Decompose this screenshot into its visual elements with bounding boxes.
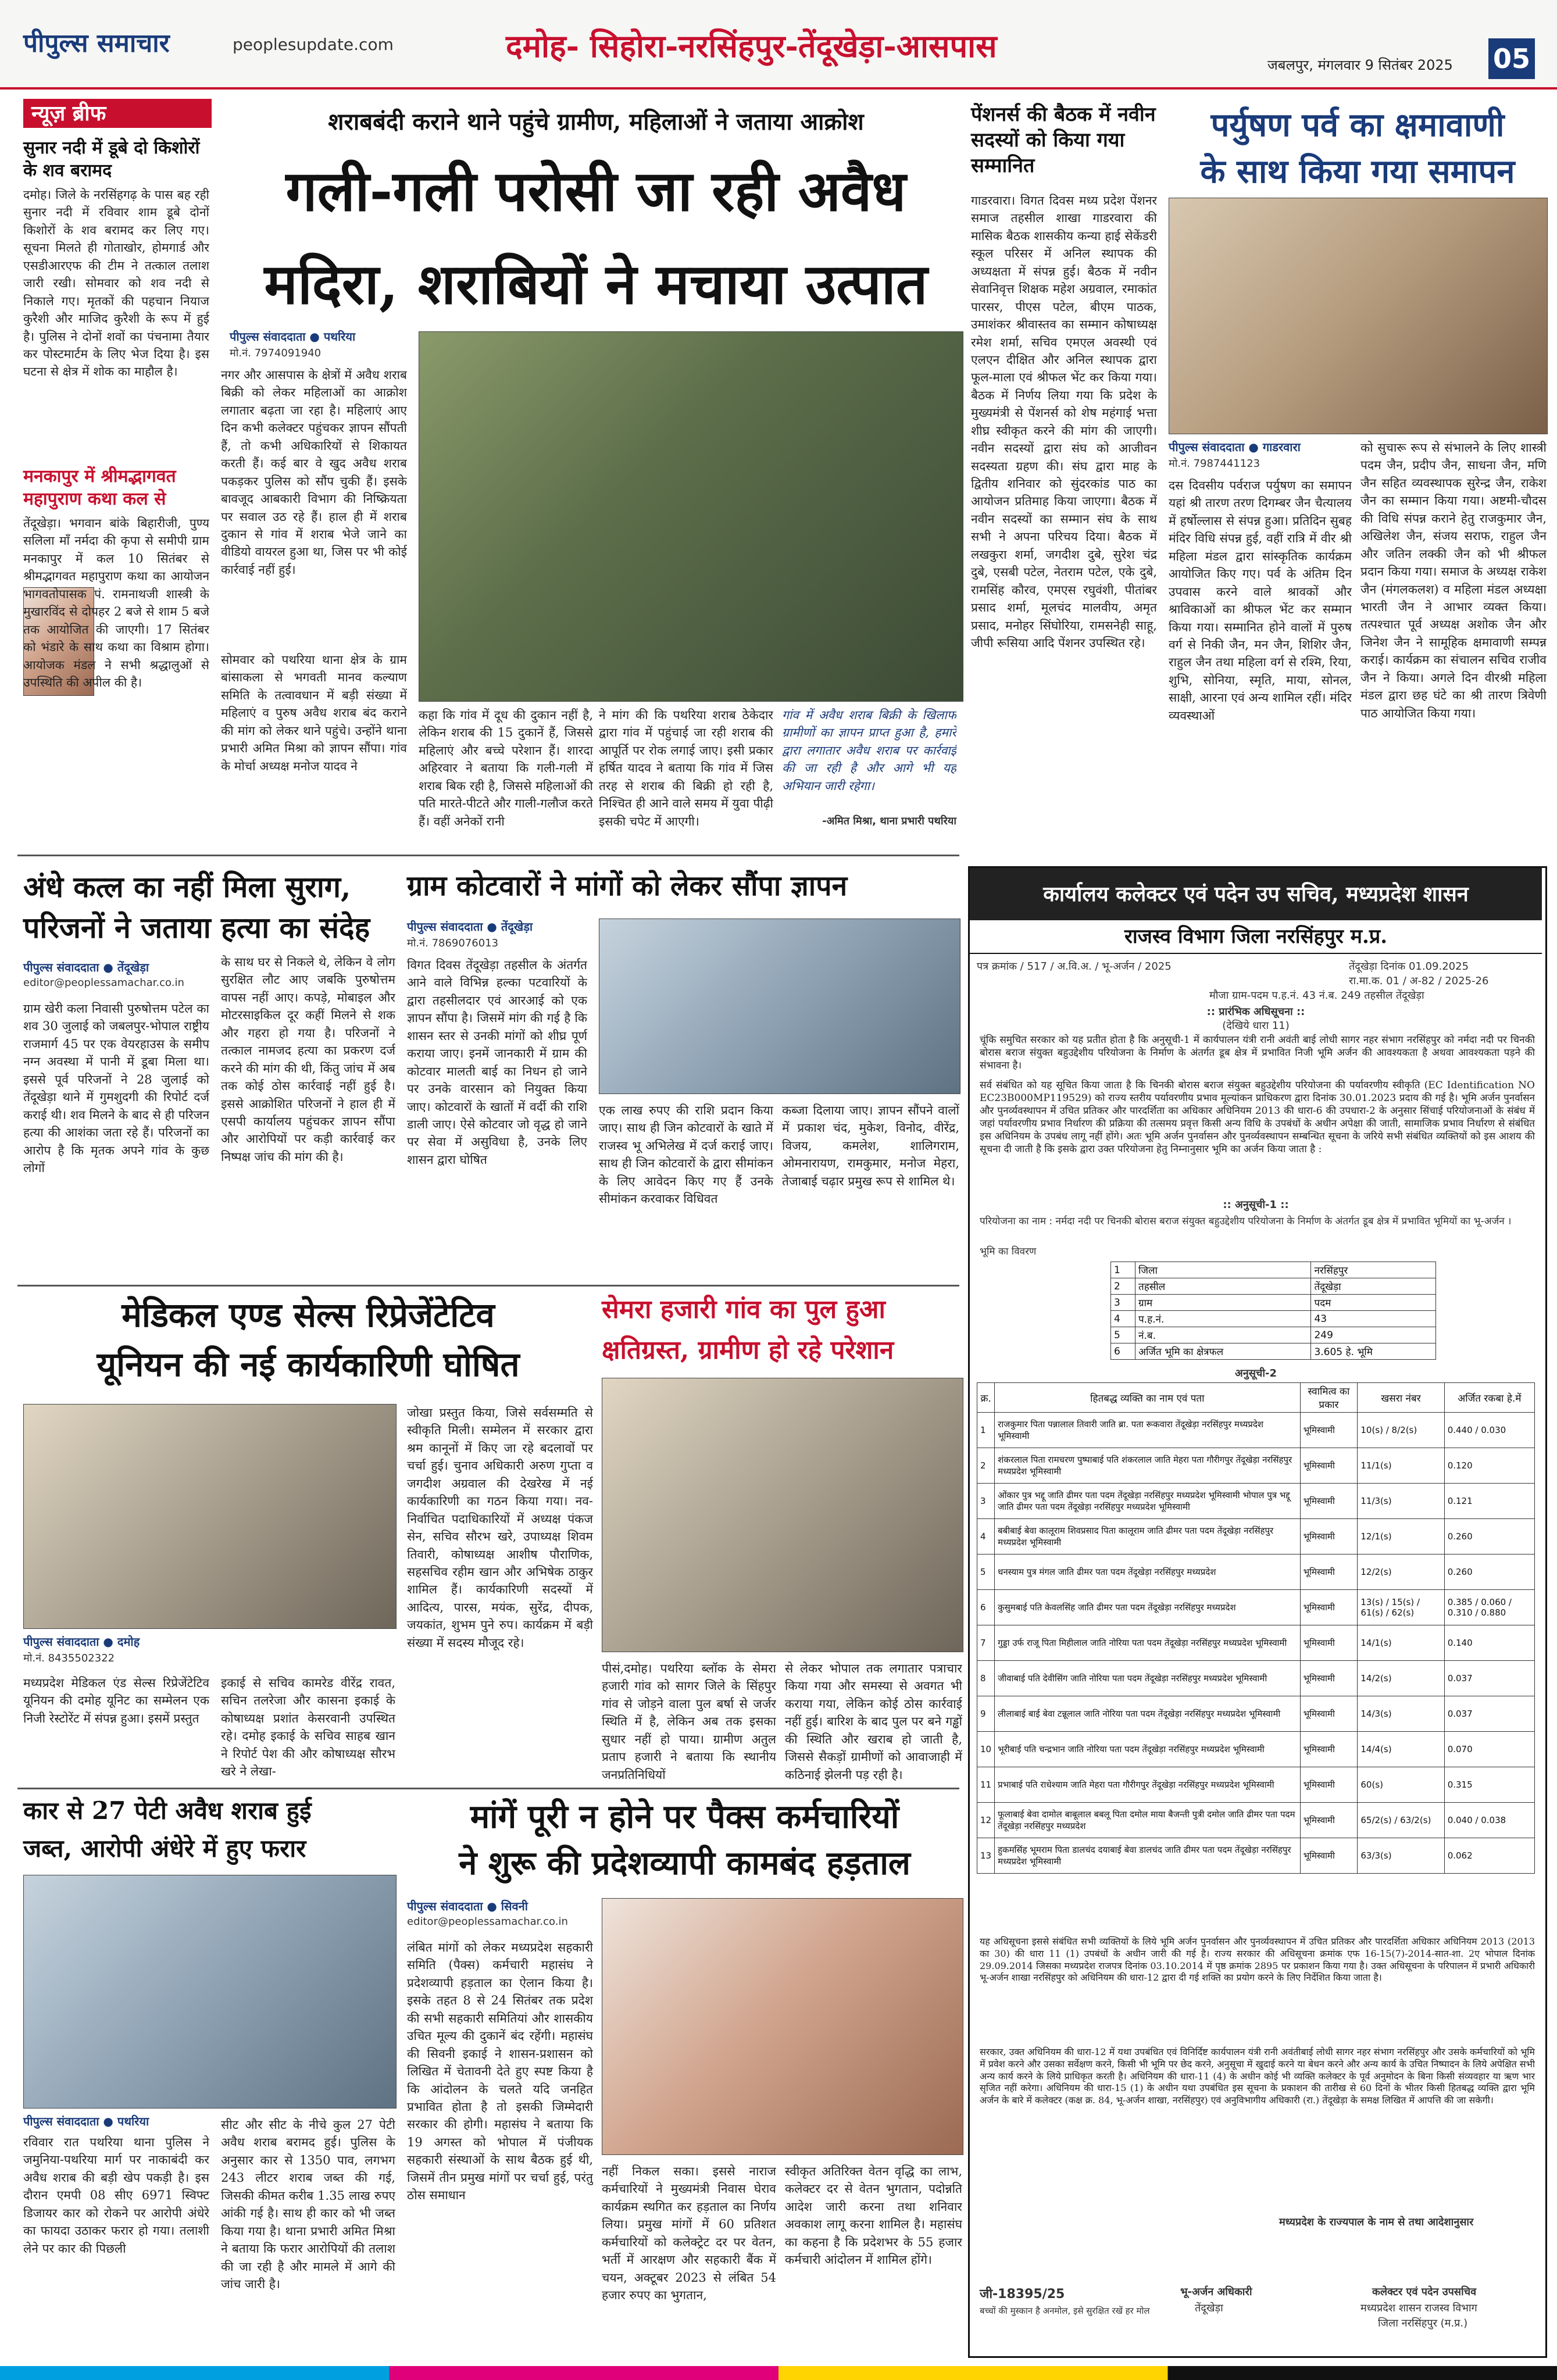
kotwar-col-1: विगत दिवस तेंदूखेड़ा तहसील के अंतर्गत आने वाले विभिन्न हल्का पटवारियों के द्वारा तहसीलदार एवं आरआई को एक ज्ञापन सौंपा है। जिसमें मांग की गई है कि शासन स्तर से उनकी मांगों को शीघ्र पूर्ण कराया जाए। इनमें जानकारी में ग्राम की कोटवार मालती बाई का निधन हो जाने पर उनके वारसान को नियुक्त किया जाए। कोटवारों के खातों में वर्दी की राशि डाली जाए। ऐसे कोटवार जो वृद्ध हो जाने पर सेवा में असुविधा है, उनके लिए शासन द्वारा घोषित [407,958,587,1167]
owners-header-cell: हितबद्ध व्यक्ति का नाम एवं पता [995,1383,1300,1413]
medical-photo [23,1404,397,1629]
owner-cell: 3 [977,1484,995,1519]
land-cell: तेंदूखेड़ा [1311,1278,1436,1295]
lead-quote: गांव में अवैध शराब बिक्री के खिलाफ ग्रामीणों का ज्ञापन प्राप्त हुआ है, हमारे द्वारा लगातार अवैध शराब पर कार्रवाई की जा रही है और आगे भी यह अभियान जारी रहेगा। [782,708,956,793]
liquor-photo [23,1875,397,2109]
notice-dept: राजस्व विभाग जिला नरसिंहपुर म.प्र. [970,920,1542,954]
notice-sign-2a: कलेक्टर एवं पदेन उपसचिव [1372,2286,1477,2298]
owners-header-cell: स्वामित्व का प्रकार [1300,1383,1358,1413]
notice-item-2: भूमि का विवरण [980,1246,1037,1257]
owner-cell: भूमिस्वामी [1300,1767,1358,1803]
owner-cell: लीलाबाई बाई बेवा टन्नूलाल जाति नोरिया पता पदम तेंदूखेड़ा नरसिंहपुर मध्यप्रदेश भूमिस्वामी [995,1696,1300,1732]
land-cell: 249 [1311,1327,1436,1343]
owner-cell: 4 [977,1519,995,1554]
notice-schedule-1: :: अनुसूची-1 :: [1223,1199,1289,1211]
pacs-col-1: लंबित मांगों को लेकर मध्यप्रदेश सहकारी समिति (पैक्स) कर्मचारी महासंघ ने प्रदेशव्यापी हड़ताल का ऐलान किया है। इसके तहत 8 से 24 सितंबर तक प्रदेश की सभी सहकारी समितियां और शासकीय उचित मूल्य की दुकानें बंद रहेंगी। महासंघ की सिवनी इकाई ने शासन-प्रशासन को लिखित में चेतावनी देते हुए स्पष्ट किया है कि आंदोलन के चलते यदि जनहित प्रभावित होता है तो इसकी जिम्मेदारी सरकार की होगी। महासंघ ने बताया कि 19 अगस्त को भोपाल में पंजीयक सहकारी संस्थाओं के साथ बैठक हुई थी, जिसमें तीन प्रमुख मांगों पर चर्चा हुई, परंतु ठोस समाधान [407,1941,593,2203]
liquor-col-2: सीट और सीट के नीचे कुल 27 पेटी अवैध शराब बरामद हुई। पुलिस के अनुसार कार से 1350 पाव, लगभग 243 लीटर शराब जब्त की गई, जिसकी कीमत करीब 1.35 लाख रुपए आंकी गई है। साथ ही कार को भी जब्त किया गया है। थाना प्रभारी अमित मिश्रा ने बताया कि फरार आरोपियों की तलाश की जा रही है और मामले में आगे की जांच जारी है। [221,2118,395,2291]
lead-kicker: शराबबंदी कराने थाने पहुंचे ग्रामीण, महिलाओं ने जताया आक्रोश [328,108,864,135]
lead-col-1: नगर और आसपास के क्षेत्रों में अवैध शराब बिक्री को लेकर महिलाओं का आक्रोश लगातार बढ़ता जा रहा है। महिलाएं आए दिन कभी कलेक्टर पहुंचकर ज्ञापन सौंपती हैं, तो कभी अधिकारियों से शिकायत करती हैं। कई बार वे खुद अवैध शराब पकड़कर पुलिस को सौंप चुकी हैं। इसके बावजूद आबकारी विभाग की निष्क्रियता पर सवाल उठ रहे हैं। हाल ही में शराब दुकान से गांव में शराब भेजे जाने का वीडियो वायरल हुआ था, जिस पर भी कोई कार्रवाई नहीं हुई। [221,368,407,577]
owner-cell: 12/2(s) [1358,1554,1444,1590]
paryushan-col-2: को सुचारू रूप से संभालने के लिए शास्त्री पदम जैन, प्रदीप जैन, साधना जैन, मणि जैन सहित व्यवस्थापक सुरेन्द्र जैन, राकेश जैन का सम्मान किया गया। अष्टमी-चौदस की विधि संपन्न कराने हेतु राजकुमार जैन, अखिलेश जैन, संजय सराफ, राहुल जैन और जतिन लक्की जैन को भी श्रीफल प्रदान किया गया। समाज के अध्यक्ष राकेश जैन (मंगलकलश) व महिला मंडल अध्यक्षा भारती जैन ने आभार व्यक्त किया। तत्पश्चात पूर्व अध्यक्ष अशोक जैन और जिनेश जैन ने सामूहिक क्षमावाणी सम्पन्न कराई। कार्यक्रम का संचालन सचिव राजीव जैन ने किया। अगले दिन वीरश्री महिला मंडल द्वारा छह घंटे का श्री तारण त्रिवेणी पाठ आयोजित किया गया। [1360,441,1547,720]
lead-phone: मो.नं. 7974091940 [230,347,322,359]
lead-headline-2: मदिरा, शराबियों ने मचाया उत्पात [264,251,928,317]
medical-phone: मो.नं. 8435502322 [23,1652,115,1664]
land-row [1111,1278,1436,1295]
lead-photo [419,331,963,702]
masthead-website[interactable]: peoplesupdate.com [233,35,394,54]
owner-cell: 60(s) [1358,1767,1444,1803]
pacs-title-2: ने शुरू की प्रदेशव्यापी कामबंद हड़ताल [459,1844,910,1882]
paryushan-phone: मो.नं. 7987441123 [1169,458,1260,470]
land-row [1111,1327,1436,1343]
notice-item-1: परियोजना का नाम : नर्मदा नदी पर चिनकी बोरास बराज संयुक्त बहुउद्देशीय परियोजना के निर्माण के अंतर्गत डूब क्षेत्र में प्रभावित भूमियों का भू-अर्जन । [980,1216,1512,1227]
owner-cell: 65/2(s) / 63/2(s) [1358,1803,1444,1838]
murder-credit: पीपुल्स संवाददाता ● तेंदूखेड़ा [23,960,149,974]
owner-row [977,1554,1535,1590]
owner-cell: 0.140 [1444,1625,1534,1661]
owner-cell: 10(s) / 8/2(s) [1358,1413,1444,1448]
medical-credit: पीपुल्स संवाददाता ● दमोह [23,1635,140,1649]
divider [17,1788,959,1789]
owner-cell: 0.037 [1444,1696,1534,1732]
lead-col-3: कहा कि गांव में दूध की दुकान नहीं है, लेकिन शराब की 15 दुकानें हैं, जिससे महिलाएं और बच्चे परेशान हैं। शारदा अहिरवार ने बताया कि गली-गली में शराब बिक रही है, जिससे महिलाओं की पति मारते-पीटते और गाली-गलौज करते हैं। वहीं अनेकों रानी [419,708,593,828]
owner-cell: भूमिस्वामी [1300,1803,1358,1838]
murder-title-2: परिजनों ने जताया हत्या का संदेह [23,910,370,945]
owner-row [977,1519,1535,1554]
land-cell: तहसील [1135,1278,1311,1295]
owner-cell: भूमिस्वामी [1300,1484,1358,1519]
murder-col-1: ग्राम खेरी कला निवासी पुरुषोत्तम पटेल का शव 30 जुलाई को जबलपुर-भोपाल राष्ट्रीय राजमार्ग 45 पर एक वेयरहाउस के समीप नग्न अवस्था में पानी में डूबा मिला था। इससे पूर्व परिजनों ने 28 जुलाई को तेंदूखेड़ा थाने में गुमशुदगी की रिपोर्ट दर्ज कराई थी। शव मिलने के बाद से ही परिजन हत्या की आशंका जता रहे हैं। परिजनों का आरोप है कि मृतक अपने गांव के कुछ लोगों [23,1002,209,1175]
owner-cell: भूरीबाई पति चन्द्रभान जाति नोरिया पता पदम तेंदूखेड़ा नरसिंहपुर मध्यप्रदेश भूमिस्वामी [995,1732,1300,1767]
land-cell: 3.605 हे. भूमि [1311,1343,1436,1360]
owner-cell: 10 [977,1732,995,1767]
owner-cell: 0.037 [1444,1661,1534,1696]
notice-sign-2b: मध्यप्रदेश शासन राजस्व विभाग [1360,2302,1477,2314]
pacs-title-1: मांगें पूरी न होने पर पैक्स कर्मचारियों [470,1797,899,1836]
lead-credit: पीपुल्स संवाददाता ● पथरिया [230,330,356,344]
land-cell: नरसिंहपुर [1311,1262,1436,1278]
pacs-col-3: स्वीकृत अतिरिक्त वेतन वृद्धि का लाभ, कलेक्टर दर से वेतन भुगतान, पदोन्नति आदेश जारी करना तथा शनिवार अवकाश लागू करना शामिल है। महासंघ का कहना है कि प्रदेशभर के 55 हजार कर्मचारी आंदोलन में शामिल होंगे। [785,2164,962,2267]
owner-cell: 14/4(s) [1358,1732,1444,1767]
notice-code-note: बच्चों की मुस्कान है अनमोल, इसे सुरक्षित रखें हर मोल [980,2306,1150,2316]
owner-row [977,1767,1535,1803]
owner-row [977,1413,1535,1448]
divider [17,1285,959,1287]
owner-cell: 7 [977,1625,995,1661]
owner-cell: भूमिस्वामी [1300,1625,1358,1661]
lead-quote-by: -अमित मिश्रा, थाना प्रभारी पथरिया [822,815,956,827]
owner-cell: 0.040 / 0.038 [1444,1803,1534,1838]
land-cell: 6 [1111,1343,1135,1360]
owner-cell: जीवाबाई पति देवीसिंग जाति नोरिया पता पदम तेंदूखेड़ा नरसिंहपुर मध्यप्रदेश भूमिस्वामी [995,1661,1300,1696]
owner-cell: 8 [977,1661,995,1696]
land-row [1111,1343,1436,1360]
bridge-col-1: पीसं,दमोह। पथरिया ब्लॉक के सेमरा हजारी गांव को सागर जिले के सिंहपुर गांव से जोड़ने वाला पुल बर्षा से जर्जर स्थिति में है, लेकिन अब तक इसका सुधार नहीं हो पाया। ग्रामीण अतुल प्रताप हजारी ने बताया कि स्थानीय जनप्रतिनिधियों [602,1661,776,1782]
owner-cell: भूमिस्वामी [1300,1519,1358,1554]
pacs-col-2: नहीं निकल सका। इससे नाराज कर्मचारियों ने मुख्यमंत्री निवास घेराव कार्यक्रम स्थगित कर हड़ताल का निर्णय लिया। प्रमुख मांगों में 60 प्रतिशत कर्मचारियों को कलेक्ट्रेट दर पर वेतन, भर्ती में आरक्षण और सहकारी बैंक में चयन, अक्टूबर 2023 से लंबित 54 हजार रुपए का भुगतान, [602,2164,776,2303]
paryushan-credit: पीपुल्स संवाददाता ● गाडरवारा [1169,440,1301,454]
owner-cell: गुड्डा उर्फ राजू पिता मिहीलाल जाति नोरिया पता पदम तेंदूखेड़ा नरसिंहपुर मध्यप्रदेश भूमिस्वामी [995,1625,1300,1661]
pension-title: पेंशनर्स की बैठक में नवीन सदस्यों को किया गया सम्मानित [971,103,1156,178]
notice-date: तेंदूखेड़ा दिनांक 01.09.2025 [1349,960,1469,973]
owners-table [977,1382,1535,1874]
land-cell: 1 [1111,1262,1135,1278]
land-row [1111,1262,1436,1278]
liquor-credit: पीपुल्स संवाददाता ● पथरिया [23,2114,149,2128]
owners-header-cell: अर्जित रकबा हे.में [1444,1383,1534,1413]
land-cell: प.ह.नं. [1135,1311,1311,1327]
paryushan-title-1: पर्युषण पर्व का क्षमावाणी [1210,106,1505,144]
notice-sign-1b: तेंदूखेड़ा [1195,2302,1223,2314]
land-cell: 5 [1111,1327,1135,1343]
kotwar-col-3: कब्जा दिलाया जाए। ज्ञापन सौंपने वालों में प्रकाश चंद, मुकेश, विनोद, वीरेंद्र, विजय, कमलेश, शालिगराम, ओमनारायण, रामकुमार, मनोज मेहरा, तेजाबाई चढ़ार प्रमुख रूप से शामिल थे। [782,1103,959,1188]
brief-1-title: सुनार नदी में डूबे दो किशोरों के शव बरामद [23,138,200,181]
pension-body: गाडरवारा। विगत दिवस मध्य प्रदेश पेंशनर समाज तहसील शाखा गाडरवारा की मासिक बैठक शासकीय कन्या हाई सेकेंडरी स्कूल परिसर में अनिल स्थापक की अध्यक्षता में संपन्न हुई। बैठक में नवीन सेवानिवृत्त शिक्षक महेश अग्रवाल, रमाकांत पारसर, पीएस पटेल, बीएम पाठक, उमाशंकर श्रीवास्तव का सम्मान कोषाध्यक्ष रमेश शर्मा, सचिव एमएल अवस्थी एवं एलएन दीक्षित और अनिल स्थापक द्वारा फूल-माला एवं श्रीफल भेंट कर किया गया। बैठक में निर्णय लिया गया कि प्रदेश के मुख्यमंत्री से पेंशनर्स को शेष महंगाई भत्ता शीघ्र स्वीकृत करने की मांग की जाएगी। नवीन सदस्यों द्वारा संघ को आजीवन सदस्यता ग्रहण की। संघ द्वारा माह के द्वितीय शनिवार को सुंदरकांड पाठ का आयोजन प्रतिमाह किया जाएगा। बैठक में नवीन सदस्यों का सम्मान संघ के साथ सभी ने अपना परिचय दिया। बैठक में लखकुरा शर्मा, जगदीश दुबे, सुरेश चंद्र दुबे, एसबी पटेल, नेतराम पटेल, एके दुबे, रामसिंह कौरव, एमएस रघुवंशी, पीतांबर प्रसाद शर्मा, मूलचंद मालवीय, अमृत प्रसाद, मनोहर सिंघोरिया, रामसनेही साहू, जीपी रूसिया आदि पेंशनर उपस्थित रहे। [971,194,1157,650]
pacs-photo [602,1898,963,2155]
masthead-date: जबलपुर, मंगलवार 9 सितंबर 2025 [1267,57,1453,73]
notice-section: (देखिये धारा 11) [1222,1020,1290,1032]
land-cell: 4 [1111,1311,1135,1327]
owner-cell: भूमिस्वामी [1300,1413,1358,1448]
owner-row [977,1661,1535,1696]
owner-cell: 0.121 [1444,1484,1534,1519]
land-row [1111,1311,1436,1327]
owner-cell: 13(s) / 15(s) / 61(s) / 62(s) [1358,1590,1444,1625]
owner-cell: 12/1(s) [1358,1519,1444,1554]
owner-cell: भूमिस्वामी [1300,1590,1358,1625]
owner-cell: भूमिस्वामी [1300,1732,1358,1767]
notice-label: :: प्रारंभिक अधिसूचना :: [1206,1006,1305,1018]
owner-cell: शंकरलाल पिता रामचरण पुष्पाबाई पति शंकरलाल जाति मेहरा पता गौरीगपुर तेंदूखेड़ा नरसिंहपुर मध्यप्रदेश भूमिस्वामी [995,1448,1300,1484]
pacs-credit: पीपुल्स संवाददाता ● सिवनी [407,1899,528,1913]
land-cell: अर्जित भूमि का क्षेत्रफल [1135,1343,1311,1360]
land-details-table [1110,1262,1436,1360]
medical-col-3: जोखा प्रस्तुत किया, जिसे सर्वसम्मति से स्वीकृति मिली। सम्मेलन में सरकार द्वारा श्रम कानूनों में किए जा रहे बदलावों पर चर्चा हुई। चुनाव अधिकारी अरुण गुप्ता व जगदीश अग्रवाल की देखरेख में नई कार्यकारिणी का गठन किया गया। नव-निर्वाचित पदाधिकारियों में अध्यक्ष पंकज सेन, सचिव सौरभ खरे, उपाध्यक्ष शिवम तिवारी, कोषाध्यक्ष आशीष पौराणिक, सहसचिव रहीम खान और अभिषेक ठाकुर शामिल हैं। कार्यकारिणी सदस्यों में आदित्य, पारस, मयंक, सुरेंद्र, दीपक, जयकांत, शुभम पुने रुप। कार्यक्रम में बड़ी संख्या में सदस्य मौजूद रहे। [407,1406,593,1650]
notice-village: मौजा ग्राम-पदम प.ह.नं. 43 नं.ब. 249 तहसील तेंदूखेड़ा [1209,989,1424,1002]
owner-row [977,1732,1535,1767]
paryushan-title-2: के साथ किया गया समापन [1200,152,1515,191]
notice-para-4: सरकार, उक्त अधिनियम की धारा-12 में यथा उपबंधित एवं विनिर्दिष्ट कार्यपालन यंत्री रानी अवंतीबाई लोधी सागर नहर संभाग नरसिंहपुर और उसके कर्मचारियों को भूमि में प्रवेश करने और उसका सर्वेक्षण करने, किसी भी भूमि पर छेद करने, अनुसूचा में खुदाई करने या बेधन करने और अन्य कार्य के उचित निष्पादन के लिये अपेक्षित सभी अन्य कार्य करने के लिये प्राधिकृत करती है। अधिनियम की धारा-11 (4) के अधीन कोई भी व्यक्ति कलेक्टर के पूर्व अनुमोदन के बिना किसी संव्यवहार या ऋण भार सृजित नहीं करेगा। अधिनियम की धारा-15 (1) के अधीन यथा उपबंधित इस सूचना के प्रकाशन की तारीख से 60 दिनों के भीतर किसी हितबद्ध व्यक्ति द्वारा भूमि अर्जन के बारे में कलेक्टर (कक्ष क्र. 84, भू-अर्जन शाखा, नरसिंहपुर) एवं अनुविभागीय अधिकारी (रा.) तेंदूखेड़ा के समक्ष लिखित में आपत्ति की जा सकेगी। [980,2046,1535,2106]
notice-code: जी-18395/25 [980,2287,1065,2302]
liquor-title-1: कार से 27 पेटी अवैध शराब हुई [23,1796,312,1825]
owner-cell: 0.315 [1444,1767,1534,1803]
owner-cell: भूमिस्वामी [1300,1554,1358,1590]
kotwar-title: ग्राम कोटवारों ने मांगों को लेकर सौंपा ज्ञापन [407,870,848,902]
owner-cell: 5 [977,1554,995,1590]
notice-sign-1a: भू-अर्जन अधिकारी [1180,2286,1252,2298]
owner-row [977,1590,1535,1625]
bridge-photo [602,1378,963,1652]
owner-row [977,1838,1535,1874]
medical-col-1: मध्यप्रदेश मेडिकल एंड सेल्स रिप्रेजेंटेटिव यूनियन की दमोह यूनिट का सम्मेलन एक निजी रेस्टोरेंट में संपन्न हुआ। इसमें प्रस्तुत [23,1676,209,1725]
murder-title-1: अंधे कत्ल का नहीं मिला सुराग, [23,870,351,904]
owner-cell: कुसुमबाई पति केवलसिंह जाति ढीमर पता पदम तेंदूखेड़ा नरसिंहपुर मध्यप्रदेश [995,1590,1300,1625]
land-row [1111,1295,1436,1311]
owner-cell: भूमिस्वामी [1300,1696,1358,1732]
owner-cell: 12 [977,1803,995,1838]
owner-cell: 11/3(s) [1358,1484,1444,1519]
owner-row [977,1484,1535,1519]
owner-cell: 14/3(s) [1358,1696,1444,1732]
notice-office: कार्यालय कलेक्टर एवं पदेन उप सचिव, मध्यप्रदेश शासन [970,868,1542,920]
owner-cell: फूलाबाई बेवा दामोल बाबूलाल बबलू पिता दमोल माया बैजन्ती पुत्री दमोल जाति ढीमर पता पदम तेंदूखेड़ा नरसिंहपुर मध्यप्रदेश [995,1803,1300,1838]
liquor-title-2: जब्त, आरोपी अंधेरे में हुए फरार [23,1834,306,1863]
land-cell: 3 [1111,1295,1135,1311]
kotwar-phone: मो.नं. 7869076013 [407,937,499,949]
masthead-title: पीपुल्स समाचार [23,28,170,58]
owner-cell: 63/3(s) [1358,1838,1444,1874]
owner-cell: हुकमसिंह भूमराम पिता डालचंद दयाबाई बेवा डालचंद जाति ढीमर पता पदम तेंदूखेड़ा नरसिंहपुर मध्यप्रदेश भूमिस्वामी [995,1838,1300,1874]
kotwar-photo [599,919,960,1094]
medical-col-2: इकाई से सचिव कामरेड वीरेंद्र रावत, सचिन तलरेजा और कासना इकाई के कोषाध्यक्ष प्रशांत केसरवानी उपस्थित रहे। दमोह इकाई के सचिव साहब खान ने रिपोर्ट पेश की और कोषाध्यक्ष सौरभ खरे ने लेखा- [221,1676,395,1779]
medical-title-2: यूनियन की नई कार्यकारिणी घोषित [97,1345,520,1384]
notice-schedule-2: अनुसूची-2 [1235,1367,1277,1380]
owner-row [977,1448,1535,1484]
divider [17,855,959,856]
owner-cell: 0.260 [1444,1519,1534,1554]
bridge-title-1: सेमरा हजारी गांव का पुल हुआ [602,1295,885,1324]
owner-row [977,1803,1535,1838]
lead-col-2: सोमवार को पथरिया थाना क्षेत्र के ग्राम बांसाकला से भगवती मानव कल्याण समिति के तत्वावधान में बड़ी संख्या में महिलाएं व पुरुष अवैध शराब बंद कराने की मांग को लेकर थाने पहुंचे। उन्होंने थाना प्रभारी अमित मिश्रा को ज्ञापन सौंपा। गांव के मोर्चा अध्यक्ष मनोज यादव ने [221,653,407,773]
owners-header-cell: क्र. [977,1383,995,1413]
land-cell: पदम [1311,1295,1436,1311]
owner-row [977,1696,1535,1732]
brief-1-body: दमोह। जिले के नरसिंहगढ़ के पास बह रही सुनार नदी में रविवार शाम डूबे दोनों किशोरों के शव बरामद कर लिए गए। सूचना मिलते ही गोताखोर, होमगार्ड और एसडीआरएफ की टीम ने तत्काल तलाश जारी रखी। सोमवार को शव नदी से निकाले गए। मृतकों की पहचान नियाज कुरैशी और माजिद कुरैशी के रूप में हुई है। पुलिस ने दोनों शवों का पंचनामा तैयार कर पोस्टमार्टम के लिए भेज दिया है। इस घटना से क्षेत्र में शोक का माहौल है। [23,188,209,379]
land-cell: नं.ब. [1135,1327,1311,1343]
land-cell: 43 [1311,1311,1436,1327]
owner-cell: 0.070 [1444,1732,1534,1767]
owner-cell: 6 [977,1590,995,1625]
pacs-email[interactable]: editor@peoplessamachar.co.in [407,1916,568,1928]
owner-cell: भूमिस्वामी [1300,1448,1358,1484]
land-cell: ग्राम [1135,1295,1311,1311]
lead-col-4: ने मांग की कि पथरिया शराब ठेकेदार द्वारा गांव में पहुंचाई जा रही शराब की आपूर्ति पर रोक लगाई जाए। इसी प्रकार हर्षित यादव ने बताया कि गांव में जिस तरह से शराब की बिक्री हो रही है, निश्चित ही आने वाले समय में युवा पीढ़ी इसकी चपेट में आएगी। [599,708,773,828]
owner-cell: 0.440 / 0.030 [1444,1413,1534,1448]
brief-2-body: तेंदूखेड़ा। भगवान बांके बिहारीजी, पुण्य सलिला माँ नर्मदा की कृपा से समीपी ग्राम मनकापुर में कल 10 सितंबर से श्रीमद्भागवत महापुराण कथा का आयोजन भागवतोपासक पं. रामनाथजी शास्त्री के मुखारविंद से दोपहर 2 बजे से शाम 5 बजे तक आयोजित की जाएगी। 17 सितंबर को भंडारे के साथ कथा का विश्राम होगा। आयोजक मंडल ने सभी श्रद्धालुओं से उपस्थिति की अपील की है। [23,516,209,689]
owner-cell: 11 [977,1767,995,1803]
news-brief-label: न्यूज़ ब्रीफ [23,99,212,128]
medical-title-1: मेडिकल एण्ड सेल्स रिप्रेजेंटेटिव [122,1295,495,1335]
owner-cell: 13 [977,1838,995,1874]
owner-cell: 11/1(s) [1358,1448,1444,1484]
owner-cell: 0.385 / 0.060 / 0.310 / 0.880 [1444,1590,1534,1625]
masthead-regions: दमोह- सिहोरा-नरसिंहपुर-तेंदूखेड़ा-आसपास [506,27,997,65]
bridge-col-2: से लेकर भोपाल तक लगातार पत्राचार किया गया और समस्या से अवगत भी कराया गया, लेकिन कोई ठोस कार्रवाई नहीं हुई। बारिश के बाद पुल पर बने गड्ढों की स्थिति और खराब हो जाती है, जिससे सैकड़ों ग्रामीणों को आवाजाही में कठिनाई झेलनी पड़ रही है। [785,1661,962,1782]
owners-header-cell: खसरा नंबर [1358,1383,1444,1413]
owner-cell: राजकुमार पिता पन्नालाल तिवारी जाति ब्रा. पता रूकवारा तेंदूखेड़ा नरसिंहपुर मध्यप्रदेश भूमिस्वामी [995,1413,1300,1448]
owner-cell: 2 [977,1448,995,1484]
kotwar-credit: पीपुल्स संवाददाता ● तेंदूखेड़ा [407,920,533,934]
notice-para-1: चूंकि समुचित सरकार को यह प्रतीत होता है कि अनुसूची-1 में कार्यपालन यंत्री रानी अवंती बाई लोधी सागर नहर संभाग नरसिंहपुर को नर्मदा नदी पर चिनकी बोरास बराज संयुक्त बहुउद्देशीय परियोजना के निर्माण के अंतर्गत डूब क्षेत्र में प्रभावित निजी भूमि अर्जन की आवश्यकता है अथवा आवश्यकता पड़ने की संभावना है। [980,1034,1535,1072]
notice-para-3: यह अधिसूचना इससे संबंधित सभी व्यक्तियों के लिये भूमि अर्जन पुनर्वासन और पुनर्व्यवस्थापन में उचित प्रतिकर और पारदर्शिता अधिकार अधिनियम 2013 (2013 का 30) की धारा 11 (1) उपबंधों के अधीन जारी की गई है। राज्य सरकार की अधिसूचना क्रमांक एफ 16-15(7)-2014-सात-शा. 2ए भोपाल दिनांक 29.09.2014 जिसका मध्यप्रदेश राजपत्र दिनांक 03.10.2014 में पृष्ठ क्रमांक 2895 पर प्रकाशन किया गया है। उक्त अधिसूचना के परिपालन में प्रभारी अधिकारी भू-अर्जन शाखा नरसिंहपुर को अधिनियम की धारा-12 द्वारा दी गई शक्ति का प्रयोग करने के लिए निर्देशित किया जाता है। [980,1936,1535,1984]
owner-cell: भूमिस्वामी [1300,1661,1358,1696]
owner-cell: 14/1(s) [1358,1625,1444,1661]
owner-cell: 0.120 [1444,1448,1534,1484]
color-registration-bar [0,2366,1557,2380]
murder-email[interactable]: editor@peoplessamachar.co.in [23,977,184,989]
owner-cell: 9 [977,1696,995,1732]
liquor-col-1: रविवार रात पथरिया थाना पुलिस ने जमुनिया-पथरिया मार्ग पर नाकाबंदी कर अवैध शराब की बड़ी खेप पकड़ी है। इस दौरान एमपी 08 सीए 6971 स्विफ्ट डिजायर कार को रोकने पर आरोपी अंधेरे का फायदा उठाकर फरार हो गया। तलाशी लेने पर कार की पिछली [23,2135,209,2256]
owner-cell: 1 [977,1413,995,1448]
land-cell: जिला [1135,1262,1311,1278]
page-number: 05 [1488,38,1535,79]
notice-sign-2c: जिला नरसिंहपुर (म.प्र.) [1378,2317,1468,2329]
land-cell: 2 [1111,1278,1135,1295]
owner-cell: भूमिस्वामी [1300,1838,1358,1874]
bridge-title-2: क्षतिग्रस्त, ग्रामीण हो रहे परेशान [602,1335,894,1365]
owner-cell: ओंकार पुत्र भद्दू जाति ढीमर पता पदम तेंदूखेड़ा नरसिंहपुर मध्यप्रदेश भूमिस्वामी भोपाल पुत्र भद्दू जाति ढीमर पता पदम तेंदूखेड़ा नरसिंहपुर मध्यप्रदेश भूमिस्वामी [995,1484,1300,1519]
owner-cell: 0.260 [1444,1554,1534,1590]
owner-cell: 0.062 [1444,1838,1534,1874]
owner-cell: बबीबाई बेवा कालूराम शिवप्रसाद पिता कालूराम जाति ढीमर पता पदम तेंदूखेड़ा नरसिंहपुर मध्यप्रदेश भूमिस्वामी [995,1519,1300,1554]
owner-cell: धनस्याम पुत्र मंगल जाति ढीमर पता पदम तेंदूखेड़ा नरसिंहपुर मध्यप्रदेश [995,1554,1300,1590]
kotwar-col-2: एक लाख रुपए की राशि प्रदान किया जाए। साथ ही जिन कोटवारों के खाते में राजस्व भू अभिलेख में दर्ज कराई जाए। साथ ही जिन कोटवारों के द्वारा सीमांकन के लिए आवेदन किए गए हैं उनके सीमांकन करवाकर विधिवत [599,1103,773,1206]
notice-case: रा.मा.क. 01 / अ-82 / 2025-26 [1349,975,1489,987]
paryushan-col-1: दस दिवसीय पर्वराज पर्युषण का समापन यहां श्री तारण तरण दिगम्बर जैन चैत्यालय में हर्षोल्लास से संपन्न हुआ। प्रतिदिन सुबह मंदिर विधि संपन्न हुई, वहीं रात्रि में वीर श्री महिला मंडल द्वारा सांस्कृतिक कार्यक्रम आयोजित किए गए। पर्व के अंतिम दिन उपवास करने वाले श्रावकों और श्राविकाओं का श्रीफल भेंट कर सम्मान किया गया। सम्मानित होने वालों में पुरुष वर्ग से निकी जैन, मन जैन, शिशिर जैन, राहुल जैन तथा महिला वर्ग से रश्मि, रिया, शुभि, सोनिया, स्मृति, माया, सोनल, साक्षी, आरना एवं अन्य शामिल रहीं। मंदिर व्यवस्थाओं [1169,478,1352,723]
murder-col-2: के साथ घर से निकले थे, लेकिन वे लोग सुरक्षित लौट आए जबकि पुरुषोत्तम वापस नहीं आए। कपड़े, मोबाइल और मोटरसाइकिल दूर कहीं मिलने से शक और गहरा हो गया है। परिजनों ने तत्काल नामजद हत्या का प्रकरण दर्ज करने की मांग की थी, किंतु जांच में अब तक कोई ठोस कार्रवाई नहीं हुई है। इससे आक्रोशित परिजनों ने हाल ही में एसपी कार्यालय पहुंचकर ज्ञापन सौंपा और आरोपियों पर कड़ी कार्रवाई कर निष्पक्ष जांच की मांग की है। [221,955,395,1164]
brief-2-title: मनकापुर में श्रीमद्भागवत महापुराण कथा कल से [23,466,176,509]
lead-headline-1: गली-गली परोसी जा रही अवैध [285,158,906,224]
owner-row [977,1625,1535,1661]
notice-state: मध्यप्रदेश के राज्यपाल के नाम से तथा आदेशानुसार [1279,2216,1474,2228]
notice-ref: पत्र क्रमांक / 517 / अ.वि.अ. / भू-अर्जन / 2025 [977,960,1172,973]
owner-cell: 14/2(s) [1358,1661,1444,1696]
notice-para-2: सर्व संबंधित को यह सूचित किया जाता है कि चिनकी बोरास बराज संयुक्त बहुउद्देशीय परियोजना की पर्यावरणीय स्वीकृति (EC Identification NO EC23B000MP119529) को राज्य स्तरीय पर्यावरणीय प्रभाव मूल्यांकन प्राधिकरण द्वारा दिनांक 30.01.2023 प्रदाय की गई है। भूमि अर्जन पुनर्वासन और पुनर्व्यवस्थापन में उचित प्रतिकर और पारदर्शिता का अधिकार अधिनियम 2013 की धारा-6 की उपधारा-2 के अनुसार सिंचाई परियोजनाओं के संबंध में जहां पर्यावरणीय प्रभाव निर्धारण की प्रक्रिया की तत्समय प्रवृत्त किसी अन्य विधि के उपबंधों के अधीन अपेक्षा की जाती, सामाजिक प्रभाव निर्धारण से संबंधित इस अधिनियम के उपबंध लागू नहीं होंगे। अतः भूमि अर्जन पुनर्वासन और पुनर्व्यवस्थापन सम्बन्धित सूचना के जरिये सभी संबंधित व्यक्तियों को इस आशय की सूचना दी जाती है कि इसके द्वारा उक्त परियोजना हेतु निम्नानुसार भूमि का अर्जन किया जाता है : [980,1080,1535,1156]
paryushan-photo [1169,198,1548,434]
owner-cell: प्रभाबाई पति राधेश्याम जाति मेहरा पता गौरीगपुर तेंदूखेड़ा नरसिंहपुर मध्यप्रदेश भूमिस्वामी [995,1767,1300,1803]
